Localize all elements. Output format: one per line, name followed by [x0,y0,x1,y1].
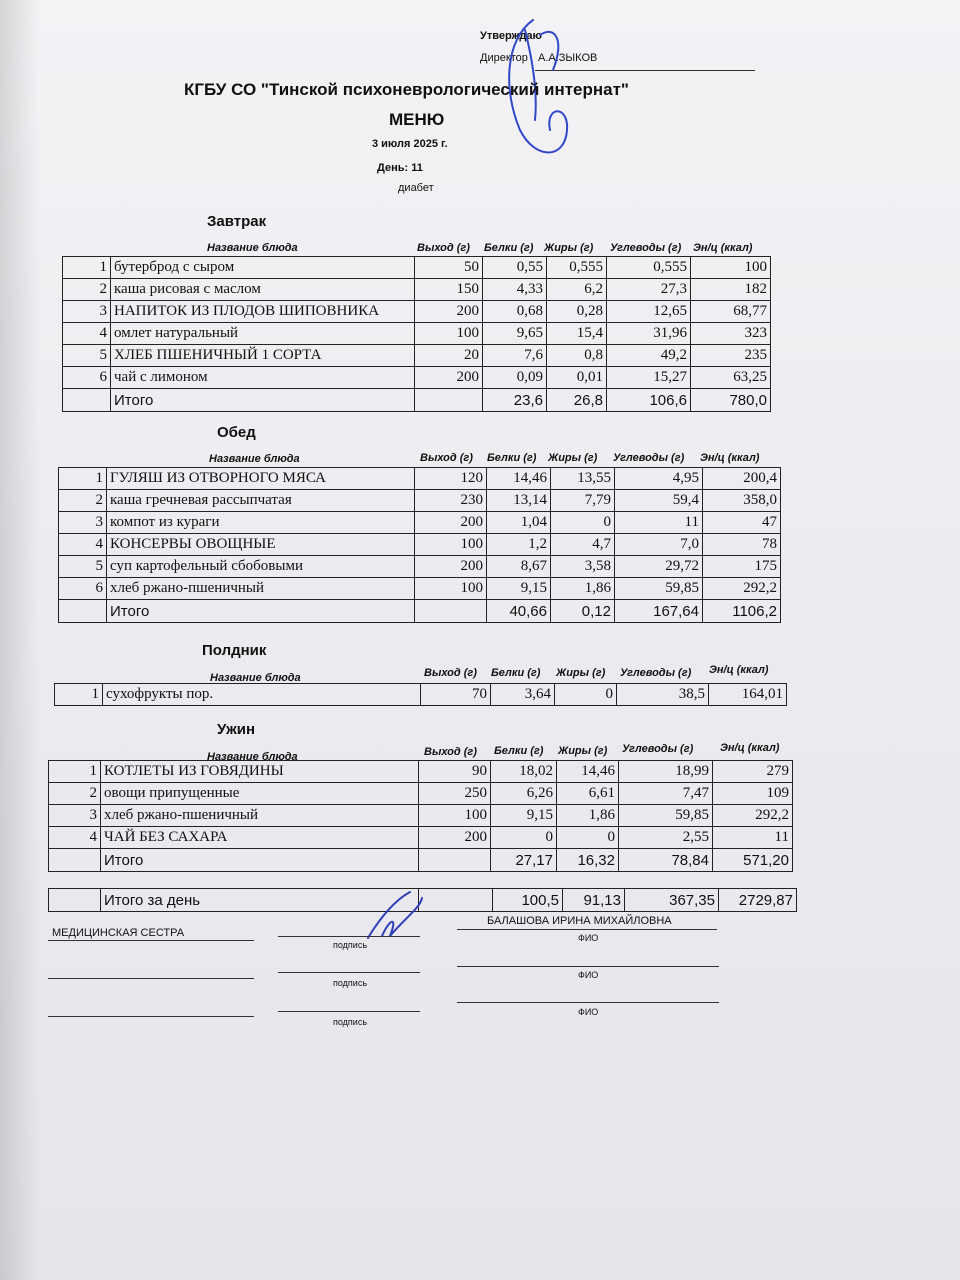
col-fat: Жиры (г) [548,452,598,464]
role-line [48,978,254,979]
sign-caption: подпись [333,940,368,950]
fio-caption: ФИО [578,970,599,980]
col-name: Название блюда [207,242,298,254]
sign-line [278,1011,420,1012]
approve-label: Утверждаю [480,30,542,42]
table-row: 3 НАПИТОК ИЗ ПЛОДОВ ШИПОВНИКА 200 0,68 0,28 12,65 68,77 [63,301,771,323]
table-row: 2 каша рисовая с маслом 150 4,33 6,2 27,3 182 [63,279,771,301]
nurse-role: МЕДИЦИНСКАЯ СЕСТРА [52,927,185,939]
snack-title: Полдник [202,642,267,659]
total-row: Итого 23,6 26,8 106,6 780,0 [63,389,771,412]
col-name: Название блюда [210,672,301,684]
table-row: 5 суп картофельный сбобовыми 200 8,67 3,58 29,72 175 [59,556,781,578]
table-row: 6 хлеб ржано-пшеничный 100 9,15 1,86 59,85 292,2 [59,578,781,600]
col-yield: Выход (г) [420,452,473,464]
role-line [48,940,254,941]
col-carbs: Углеводы (г) [610,242,682,254]
dinner-table [48,760,793,872]
page-shadow [0,0,40,1280]
table-row: 4 омлет натуральный 100 9,65 15,4 31,96 323 [63,323,771,345]
col-carbs: Углеводы (г) [613,452,685,464]
col-fat: Жиры (г) [558,745,608,757]
col-protein: Белки (г) [487,452,537,464]
breakfast-table [62,256,771,412]
table-row: 1 сухофрукты пор. 70 3,64 0 38,5 164,01 [55,684,787,706]
table-row: 3 компот из кураги 200 1,04 0 11 47 [59,512,781,534]
director-label: Директор [480,52,528,64]
table-row: 4 КОНСЕРВЫ ОВОЩНЫЕ 100 1,2 4,7 7,0 78 [59,534,781,556]
fio-line [457,929,717,930]
table-row: 1 ГУЛЯШ ИЗ ОТВОРНОГО МЯСА 120 14,46 13,55 4,95 200,4 [59,468,781,490]
table-row: 2 овощи припущенные 250 6,26 6,61 7,47 109 [49,783,793,805]
day-total-row: Итого за день 100,5 91,13 367,35 2729,87 [49,889,797,912]
menu-day: День: 11 [377,162,423,174]
col-protein: Белки (г) [484,242,534,254]
menu-date: 3 июля 2025 г. [372,138,448,150]
sign-line [278,936,420,937]
fio-caption: ФИО [578,1007,599,1017]
col-energy: Эн/ц (ккал) [720,742,780,754]
col-protein: Белки (г) [491,667,541,679]
sign-caption: подпись [333,978,368,988]
nurse-name: БАЛАШОВА ИРИНА МИХАЙЛОВНА [487,915,672,927]
nurse-signature [360,888,430,948]
table-row: 5 ХЛЕБ ПШЕНИЧНЫЙ 1 СОРТА 20 7,6 0,8 49,2 235 [63,345,771,367]
col-fat: Жиры (г) [544,242,594,254]
role-line [48,1016,254,1017]
col-yield: Выход (г) [424,746,477,758]
breakfast-title: Завтрак [207,213,267,230]
col-yield: Выход (г) [417,242,470,254]
col-yield: Выход (г) [424,667,477,679]
menu-diet: диабет [398,182,434,194]
institution-title: КГБУ СО "Тинской психоневрологический интернат" [184,80,629,99]
table-row: 1 КОТЛЕТЫ ИЗ ГОВЯДИНЫ 90 18,02 14,46 18,99 279 [49,761,793,783]
total-row: Итого 40,66 0,12 167,64 1106,2 [59,600,781,623]
total-row: Итого 27,17 16,32 78,84 571,20 [49,849,793,872]
col-carbs: Углеводы (г) [620,667,692,679]
snack-table [54,683,787,706]
col-carbs: Углеводы (г) [622,743,694,755]
fio-line [457,1002,719,1003]
table-row: 2 каша гречневая рассыпчатая 230 13,14 7,79 59,4 358,0 [59,490,781,512]
sign-caption: подпись [333,1017,368,1027]
col-energy: Эн/ц (ккал) [693,242,753,254]
lunch-title: Обед [217,424,256,441]
director-name: А.А.ЗЫКОВ [538,52,598,64]
col-energy: Эн/ц (ккал) [700,452,760,464]
fio-caption: ФИО [578,933,599,943]
col-fat: Жиры (г) [556,667,606,679]
table-row: 6 чай с лимоном 200 0,09 0,01 15,27 63,25 [63,367,771,389]
col-energy: Эн/ц (ккал) [709,664,769,676]
col-name: Название блюда [207,751,298,763]
lunch-table [58,467,781,623]
table-row: 1 бутерброд с сыром 50 0,55 0,555 0,555 100 [63,257,771,279]
dinner-title: Ужин [217,721,256,738]
fio-line [457,966,719,967]
table-row: 4 ЧАЙ БЕЗ САХАРА 200 0 0 2,55 11 [49,827,793,849]
col-name: Название блюда [209,453,300,465]
col-protein: Белки (г) [494,745,544,757]
menu-title: МЕНЮ [389,110,445,129]
sign-line [278,972,420,973]
table-row: 3 хлеб ржано-пшеничный 100 9,15 1,86 59,85 292,2 [49,805,793,827]
